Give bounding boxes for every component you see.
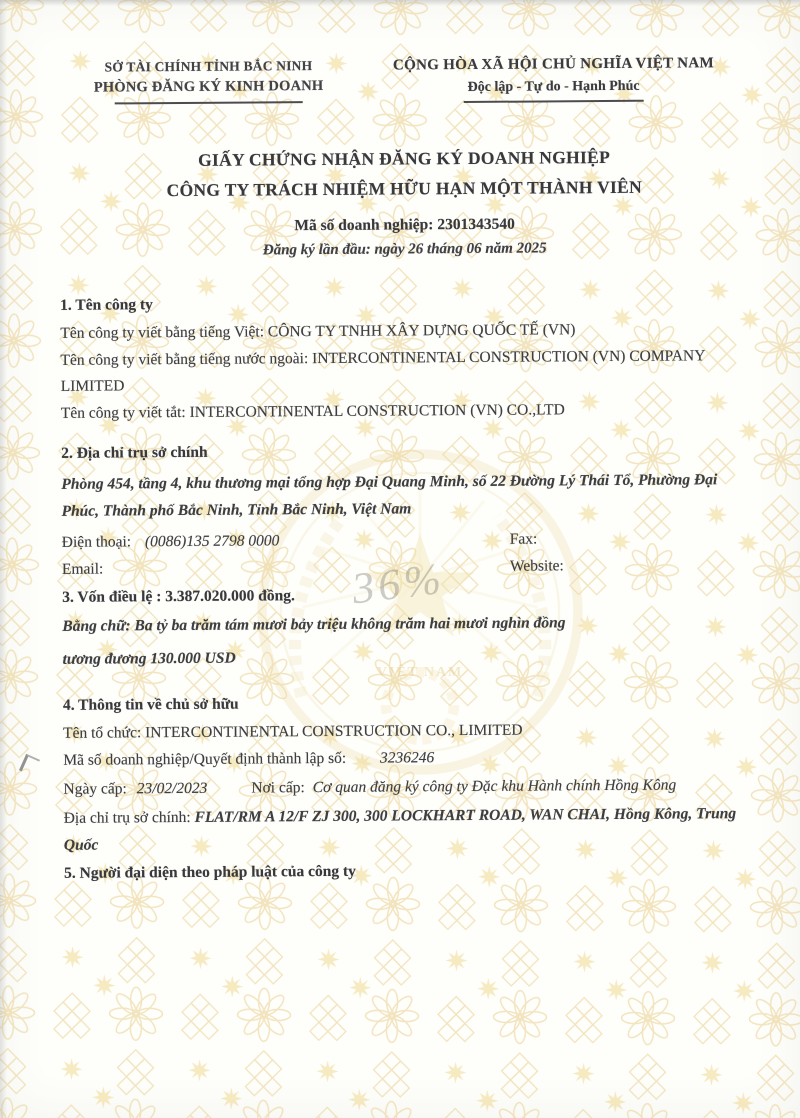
- scan-edge-left: [0, 0, 7, 1118]
- foreign-name-label: Tên công ty viết bằng tiếng nước ngoài:: [60, 349, 309, 369]
- owner-code-value: 3236246: [379, 748, 435, 767]
- issue-place-value: Cơ quan đăng ký công ty Đặc khu Hành chính Hồng Kông: [312, 776, 677, 797]
- issuing-authority-block: [58, 56, 358, 105]
- pencil-annotation: 36%: [349, 553, 448, 614]
- fax-label: Fax:: [509, 530, 538, 548]
- owner-code-line: [63, 742, 753, 773]
- national-motto-block: [358, 53, 748, 104]
- issue-place-label: Nơi cấp:: [251, 779, 305, 797]
- vietnamese-name-label: Tên công ty viết bằng tiếng Việt:: [60, 323, 265, 342]
- section4-heading: 4. Thông tin về chủ sở hữu: [62, 695, 239, 714]
- national-motto: Độc lập - Tự do - Hạnh Phúc: [464, 76, 644, 103]
- authority-name: SỞ TÀI CHÍNH TỈNH BẮC NINH: [104, 58, 313, 75]
- enterprise-code-label: Mã số doanh nghiệp:: [294, 216, 434, 235]
- enterprise-code-value: 2301343540: [437, 215, 515, 234]
- head-office-address: Phòng 454, tầng 4, khu thương mại tổng hợp Đại Quang Minh, số 22 Đường Lý Thái Tổ, Phường Đại Phúc, Thành phố Bắc Ninh, Tỉnh Bắc Ninh, Việt Nam: [61, 471, 718, 520]
- national-title: CỘNG HÒA XÃ HỘI CHỦ NGHĨA VIỆT NAM: [392, 55, 714, 74]
- scan-edge-top: [0, 0, 800, 6]
- foreign-name-line: [60, 343, 750, 401]
- issue-date-label: Ngày cấp:: [63, 780, 127, 798]
- certificate-title-line1: GIẤY CHỨNG NHẬN ĐĂNG KÝ DOANH NGHIỆP: [198, 146, 611, 170]
- header-divider: [115, 101, 303, 104]
- phone-cell: [62, 526, 510, 556]
- issue-row: [63, 771, 753, 803]
- short-name-value: INTERCONTINENTAL CONSTRUCTION (VN) CO.,LTD: [189, 400, 565, 421]
- email-label: Email:: [61, 560, 104, 578]
- first-registration-line: Đăng ký lần đầu: ngày 26 tháng 06 năm 2025: [262, 240, 547, 259]
- emblem-banner-text: VIỆT NAM: [376, 663, 464, 680]
- charter-capital-label: 3. Vốn điều lệ :: [62, 588, 162, 606]
- authority-department: PHÒNG ĐĂNG KÝ KINH DOANH: [93, 77, 324, 96]
- email-website-row: [62, 551, 752, 583]
- owner-org-label: Tên tổ chức:: [63, 724, 142, 742]
- section3-heading-line: [62, 580, 752, 611]
- certificate-title: [59, 141, 749, 206]
- capital-in-words: Bằng chữ: Ba tỷ ba trăm tám mươi bảy triệu không trăm hai mươi nghìn đồng: [62, 614, 566, 635]
- certificate-title-line2: CÔNG TY TRÁCH NHIỆM HỮU HẠN MỘT THÀNH VIÊN: [166, 176, 643, 201]
- section5-heading: 5. Người đại diện theo pháp luật của công ty: [64, 862, 356, 882]
- document-header: [58, 53, 748, 106]
- short-name-line: [61, 396, 751, 427]
- capital-equivalent: tương đương 130.000 USD: [62, 649, 236, 668]
- vietnamese-name-value: CÔNG TY TNHH XÂY DỰNG QUỐC TẾ (VN): [267, 321, 576, 341]
- website-label: Website:: [509, 557, 564, 575]
- charter-capital-amount: 3.387.020.000 đồng.: [165, 587, 295, 606]
- section1-heading: 1. Tên công ty: [60, 296, 153, 314]
- phone-value: (0086)135 2798 0000: [144, 532, 280, 551]
- owner-code-label: Mã số doanh nghiệp/Quyết định thành lập số:: [63, 749, 347, 769]
- owner-org-value: INTERCONTINENTAL CONSTRUCTION CO., LIMITED: [145, 721, 523, 742]
- section2-heading: 2. Địa chỉ trụ sở chính: [61, 443, 208, 462]
- owner-address-label: Địa chỉ trụ sở chính:: [63, 808, 191, 827]
- enterprise-code-line: [60, 214, 750, 237]
- owner-address-value: FLAT/RM A 12/F ZJ 300, 300 LOCKHART ROAD, WAN CHAI, Hồng Kông, Trung Quốc: [63, 805, 737, 854]
- foreign-name-value: INTERCONTINENTAL CONSTRUCTION (VN) COMPANY LIMITED: [60, 346, 705, 395]
- owner-address-line: [64, 800, 754, 859]
- short-name-label: Tên công ty viết tắt:: [60, 403, 186, 422]
- phone-label: Điện thoại:: [61, 533, 132, 551]
- issue-date-value: 23/02/2023: [136, 779, 208, 798]
